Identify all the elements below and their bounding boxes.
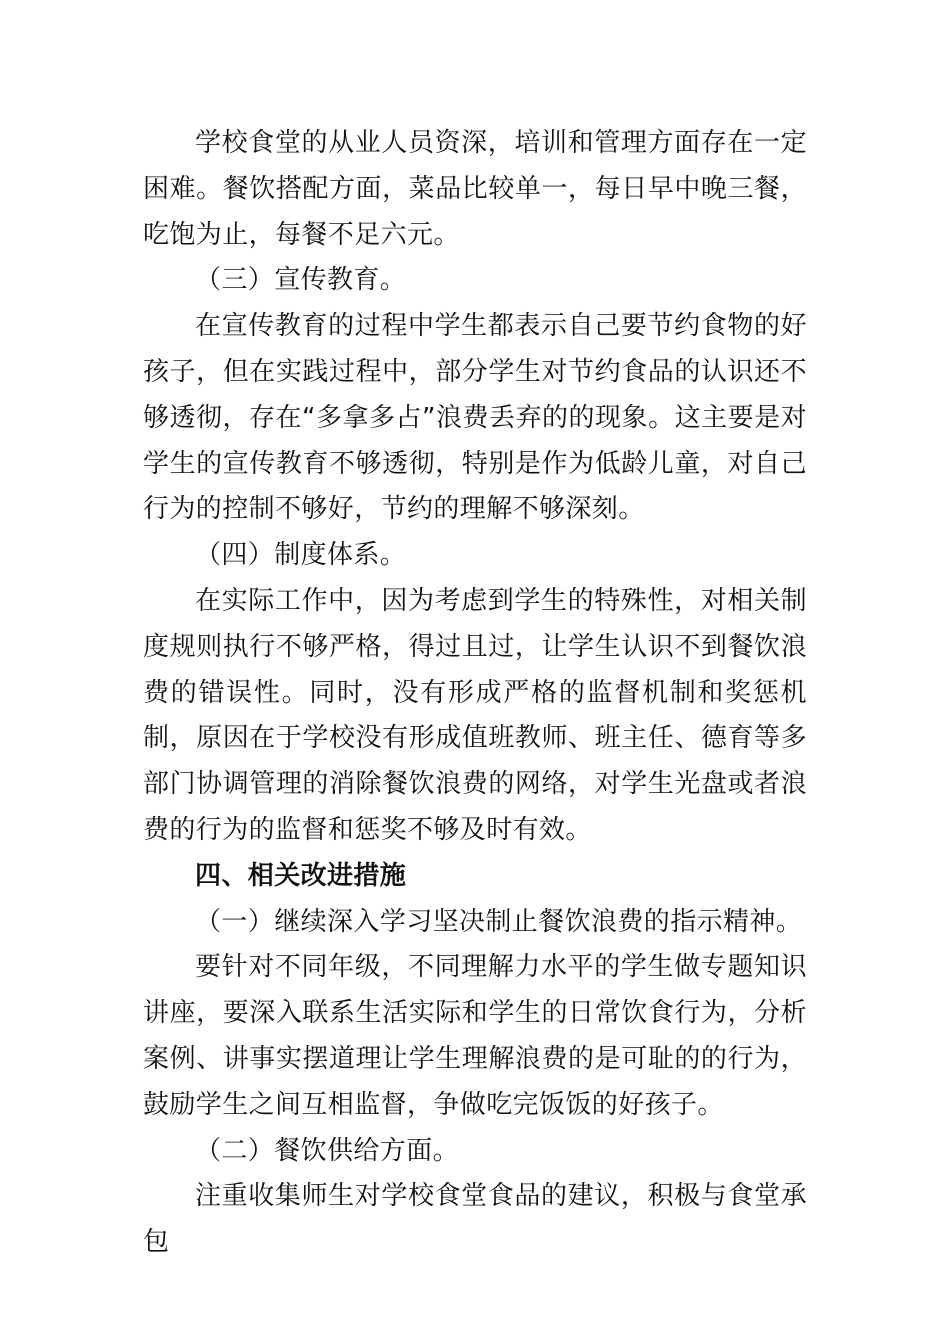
body-paragraph-system: 在实际工作中，因为考虑到学生的特殊性，对相关制度规则执行不够严格，得过且过，让学生认识不到餐饮浪费的错误性。同时，没有形成严格的监督机制和奖惩机制，原因在于学校没有形成值班教师、班主任、德育等多部门协调管理的消除餐饮浪费的网络，对学生光盘或者浪费的行为的监督和惩奖不够及时有效。 [143,585,807,845]
body-paragraph-publicity: 在宣传教育的过程中学生都表示自己要节约食物的好孩子，但在实践过程中，部分学生对节约食品的认识还不够透彻，存在“多拿多占”浪费丢弃的的现象。这主要是对学生的宣传教育不够透彻，特别是作为低龄儿童，对自己行为的控制不够好，节约的理解不够深刻。 [143,311,807,525]
subheading-study-spirit: （一）继续深入学习坚决制止餐饮浪费的指示精神。 [195,906,803,937]
subheading-publicity-education: （三）宣传教育。 [195,265,407,296]
body-paragraph-suggestions: 注重收集师生对学校食堂食品的建议，积极与食堂承包 [143,1181,807,1258]
subheading-system: （四）制度体系。 [195,540,407,571]
body-paragraph-lectures: 要针对不同年级，不同理解力水平的学生做专题知识讲座，要深入联系生活实际和学生的日常饮食行为，分析案例、讲事实摆道理让学生理解浪费的是可耻的的行为，鼓励学生之间互相监督，争做吃完饭饭的好孩子。 [143,952,807,1120]
document-body [143,121,807,1266]
section-heading-improvement: 四、相关改进措施 [195,860,407,891]
subheading-catering-supply: （二）餐饮供给方面。 [195,1135,460,1166]
body-paragraph-canteen: 学校食堂的从业人员资深，培训和管理方面存在一定困难。餐饮搭配方面，菜品比较单一，每日早中晚三餐，吃饱为止，每餐不足六元。 [143,128,807,250]
